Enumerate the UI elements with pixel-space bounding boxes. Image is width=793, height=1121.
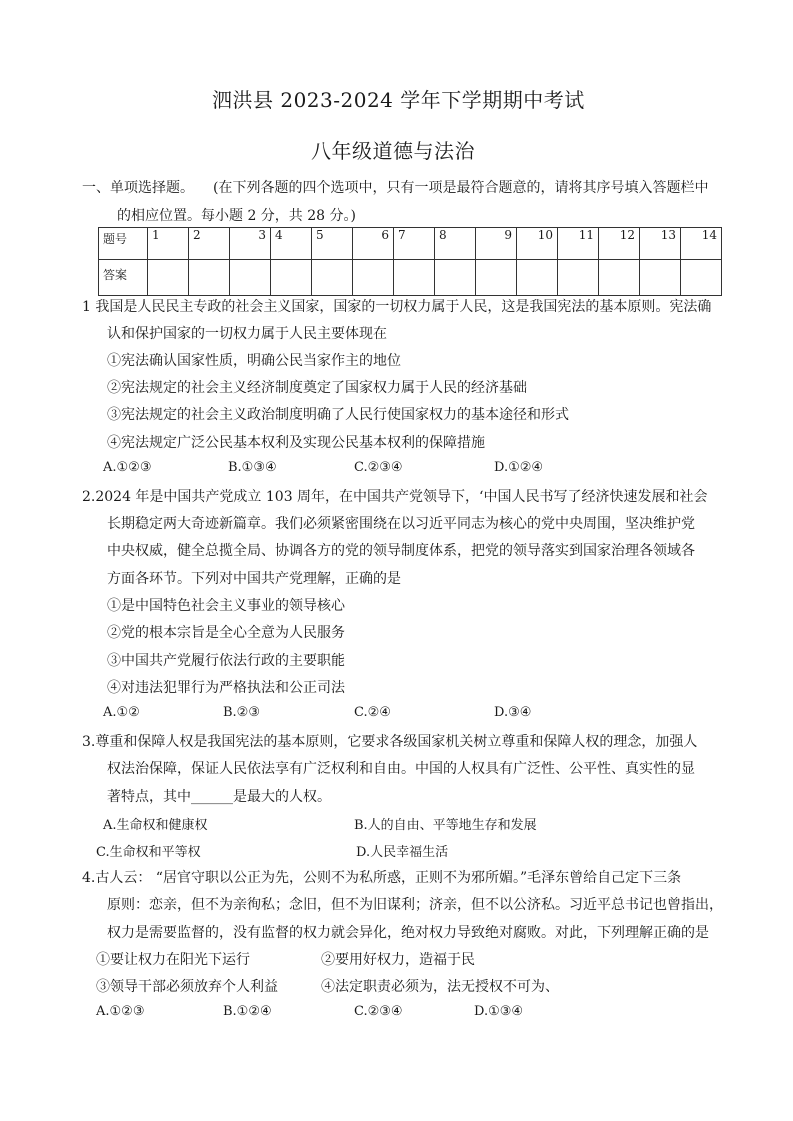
question-1-statement: ④宪法规定广泛公民基本权利及实现公民基本权利的保障措施 <box>107 435 485 451</box>
question-4-option-c[interactable]: C.②③④ <box>354 1004 403 1019</box>
question-3-option-a[interactable]: A.生命权和健康权 <box>103 818 208 833</box>
answer-cell-1[interactable] <box>148 260 189 296</box>
exam-title: 泗洪县 2023-2024 学年下学期期中考试 <box>212 88 585 112</box>
question-4-statement: ②要用好权力，造福于民 <box>321 952 475 968</box>
question-2-stem: 方面各环节。下列对中国共产党理解，正确的是 <box>107 571 401 587</box>
question-2-statement: ④对违法犯罪行为严格执法和公正司法 <box>107 680 345 696</box>
question-4-stem: 原则：恋亲，但不为亲徇私；念旧，但不为旧谋利；济亲，但不以公济私。习近平总书记也曾指出， <box>107 897 723 913</box>
question-4-option-b[interactable]: B.①②④ <box>223 1004 272 1019</box>
answer-cell-3[interactable] <box>230 260 271 296</box>
table-cell-number: 14 <box>681 228 722 260</box>
question-1-stem: 认和保护国家的一切权力属于人民主要体现在 <box>107 326 387 342</box>
table-row-numbers <box>99 228 722 260</box>
table-cell-number: 3 <box>230 228 271 260</box>
table-cell-number: 11 <box>558 228 599 260</box>
question-4-stem: 权力是需要监督的，没有监督的权力就会异化，绝对权力导致绝对腐败。对此，下列理解正确的是 <box>107 925 709 941</box>
answer-cell-9[interactable] <box>476 260 517 296</box>
table-label-answer: 答案 <box>99 260 148 296</box>
question-4-option-a[interactable]: A.①②③ <box>96 1004 145 1019</box>
answer-cell-2[interactable] <box>189 260 230 296</box>
answer-table <box>98 227 722 296</box>
table-cell-number: 9 <box>476 228 517 260</box>
answer-cell-4[interactable] <box>271 260 312 296</box>
question-2-stem: 长期稳定两大奇迹新篇章。我们必须紧密围绕在以习近平同志为核心的党中央周围，坚决维护党 <box>107 516 695 532</box>
question-1-option-c[interactable]: C.②③④ <box>354 460 403 475</box>
question-1-statement: ③宪法规定的社会主义政治制度明确了人民行使国家权力的基本途径和形式 <box>107 407 569 423</box>
answer-cell-14[interactable] <box>681 260 722 296</box>
answer-cell-12[interactable] <box>599 260 640 296</box>
answer-cell-10[interactable] <box>517 260 558 296</box>
question-4-option-d[interactable]: D.①③④ <box>474 1004 524 1019</box>
question-1-stem: 1 我国是人民民主专政的社会主义国家，国家的一切权力属于人民，这是我国宪法的基本原则。宪法确 <box>82 299 712 315</box>
section-instruction-line1: (在下列各题的四个选项中，只有一项是最符合题意的，请将其序号填入答题栏中 <box>213 180 709 196</box>
question-2-statement: ③中国共产党履行依法行政的主要职能 <box>107 653 345 669</box>
table-cell-number: 5 <box>312 228 353 260</box>
answer-cell-13[interactable] <box>640 260 681 296</box>
question-4-statement: ③领导干部必须放弃个人利益 <box>96 979 278 995</box>
answer-cell-6[interactable] <box>353 260 394 296</box>
table-cell-number: 12 <box>599 228 640 260</box>
question-2-statement: ②党的根本宗旨是全心全意为人民服务 <box>107 625 345 641</box>
question-3-stem: 著特点，其中______是最大的人权。 <box>107 789 331 805</box>
question-1-option-a[interactable]: A.①②③ <box>103 460 152 475</box>
question-3-stem: 3.尊重和保障人权是我国宪法的基本原则，它要求各级国家机关树立尊重和保障人权的理念，加强人 <box>82 734 698 750</box>
table-cell-number: 13 <box>640 228 681 260</box>
question-1-statement: ②宪法规定的社会主义经济制度奠定了国家权力属于人民的经济基础 <box>107 380 527 396</box>
question-1-statement: ①宪法确认国家性质，明确公民当家作主的地位 <box>107 353 401 369</box>
question-2-statement: ①是中国特色社会主义事业的领导核心 <box>107 598 345 614</box>
question-4-statement: ①要让权力在阳光下运行 <box>96 952 250 968</box>
question-3-option-b[interactable]: B.人的自由、平等地生存和发展 <box>354 818 537 833</box>
question-3-option-c[interactable]: C.生命权和平等权 <box>96 845 201 860</box>
question-4-statement: ④法定职责必须为，法无授权不可为、 <box>321 979 559 995</box>
table-cell-number: 10 <box>517 228 558 260</box>
table-cell-number: 4 <box>271 228 312 260</box>
table-row-answers <box>99 260 722 296</box>
table-label-number: 题号 <box>99 228 148 260</box>
answer-cell-5[interactable] <box>312 260 353 296</box>
question-2-option-b[interactable]: B.②③ <box>223 705 260 720</box>
question-2-stem: 2.2024 年是中国共产党成立 103 周年，在中国共产党领导下，‘中国人民书写了经济快速发展和社会 <box>82 489 708 505</box>
table-cell-number: 6 <box>353 228 394 260</box>
question-4-stem: 4.古人云： “居官守职以公正为先，公则不为私所惑，正则不为邪所媚。”毛泽东曾给自己定下三条 <box>82 870 682 886</box>
table-cell-number: 8 <box>435 228 476 260</box>
answer-cell-7[interactable] <box>394 260 435 296</box>
question-2-option-d[interactable]: D.③④ <box>494 705 532 720</box>
answer-cell-11[interactable] <box>558 260 599 296</box>
table-cell-number: 7 <box>394 228 435 260</box>
question-2-option-a[interactable]: A.①② <box>103 705 140 720</box>
question-3-option-d[interactable]: D.人民幸福生活 <box>356 845 449 860</box>
answer-cell-8[interactable] <box>435 260 476 296</box>
section-heading: 一、单项选择题。 <box>82 180 194 196</box>
table-cell-number: 1 <box>148 228 189 260</box>
table-cell-number: 2 <box>189 228 230 260</box>
question-1-option-b[interactable]: B.①③④ <box>228 460 277 475</box>
section-instruction-line2: 的相应位置。每小题 2 分，共 28 分。) <box>117 208 356 224</box>
question-1-option-d[interactable]: D.①②④ <box>494 460 544 475</box>
question-2-stem: 中央权威，健全总揽全局、协调各方的党的领导制度体系，把党的领导落实到国家治理各领域各 <box>107 543 695 559</box>
question-2-option-c[interactable]: C.②④ <box>354 705 391 720</box>
question-3-stem: 权法治保障，保证人民依法享有广泛权利和自由。中国的人权具有广泛性、公平性、真实性的显 <box>107 761 695 777</box>
exam-subtitle: 八年级道德与法治 <box>311 139 475 163</box>
